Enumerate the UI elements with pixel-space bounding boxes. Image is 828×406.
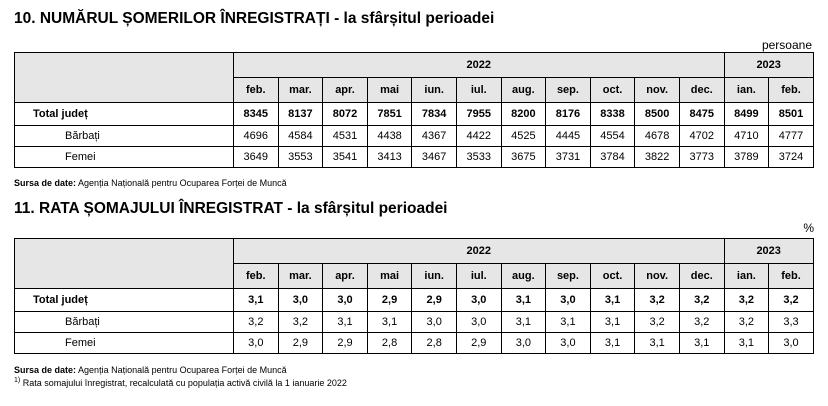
month-header: aug. (501, 78, 546, 103)
row-label: Total județ (15, 103, 234, 126)
table-cell: 2,9 (367, 289, 412, 312)
table-cell: 8137 (278, 103, 323, 126)
month-header: apr. (323, 78, 368, 103)
month-header: ian. (724, 264, 769, 289)
table-cell: 4554 (590, 126, 635, 147)
table-cell: 2,9 (278, 333, 323, 354)
table-cell: 3,1 (367, 312, 412, 333)
table-cell: 4696 (234, 126, 279, 147)
table-cell: 3,0 (546, 289, 591, 312)
table-row-men (15, 312, 814, 333)
table-row-women (15, 147, 814, 168)
unemployed-count-table (14, 52, 814, 168)
month-header: ian. (724, 78, 769, 103)
table-cell: 3,0 (456, 289, 501, 312)
row-label: Femei (15, 147, 234, 168)
table-cell: 3,0 (278, 289, 323, 312)
month-header: mar. (278, 78, 323, 103)
table-cell: 4584 (278, 126, 323, 147)
table-cell: 2,8 (367, 333, 412, 354)
row-label: Bărbați (15, 312, 234, 333)
year-2022-header: 2022 (234, 53, 725, 78)
table-cell: 3541 (323, 147, 368, 168)
section2-footnote (14, 377, 347, 388)
table-cell: 3,2 (679, 312, 724, 333)
table-cell: 3,1 (679, 333, 724, 354)
corner-cell (15, 53, 234, 103)
month-header: dec. (679, 78, 724, 103)
month-header: nov. (635, 264, 680, 289)
month-header: iun. (412, 78, 457, 103)
month-header: mai (367, 264, 412, 289)
table-cell: 3649 (234, 147, 279, 168)
month-header: iul. (456, 78, 501, 103)
month-header: feb. (234, 78, 279, 103)
table-cell: 8501 (769, 103, 814, 126)
table-cell: 8200 (501, 103, 546, 126)
table-cell: 3,2 (635, 289, 680, 312)
month-header: apr. (323, 264, 368, 289)
table-cell: 4438 (367, 126, 412, 147)
table-cell: 3,1 (501, 289, 546, 312)
table-cell: 8338 (590, 103, 635, 126)
table-cell: 3,1 (590, 333, 635, 354)
table-cell: 3,2 (724, 289, 769, 312)
year-2023-header: 2023 (724, 239, 813, 264)
month-header: iul. (456, 264, 501, 289)
table-cell: 2,8 (412, 333, 457, 354)
table-row-total (15, 289, 814, 312)
table-cell: 4531 (323, 126, 368, 147)
table-cell: 3789 (724, 147, 769, 168)
section1-source (14, 178, 287, 188)
table-cell: 3467 (412, 147, 457, 168)
table-cell: 3,1 (546, 312, 591, 333)
table-cell: 4710 (724, 126, 769, 147)
row-label: Bărbați (15, 126, 234, 147)
table-cell: 4525 (501, 126, 546, 147)
footnote-mark: 1) (14, 377, 21, 384)
month-header: oct. (590, 264, 635, 289)
section1-unit: persoane (761, 38, 812, 52)
table-cell: 2,9 (456, 333, 501, 354)
table-cell: 4422 (456, 126, 501, 147)
table-cell: 3,0 (501, 333, 546, 354)
year-header-row (15, 239, 814, 264)
table-cell: 3,0 (412, 312, 457, 333)
corner-cell (15, 239, 234, 289)
table-cell: 3,1 (234, 289, 279, 312)
table-cell: 3,1 (635, 333, 680, 354)
month-header: dec. (679, 264, 724, 289)
table-cell: 3822 (635, 147, 680, 168)
table-cell: 3413 (367, 147, 412, 168)
table-cell: 4445 (546, 126, 591, 147)
table-cell: 3533 (456, 147, 501, 168)
table-row-women (15, 333, 814, 354)
table-cell: 4367 (412, 126, 457, 147)
month-header: aug. (501, 264, 546, 289)
month-header: sep. (546, 264, 591, 289)
section1-title: 10. NUMĂRUL ȘOMERILOR ÎNREGISTRAȚI - la sfârșitul perioadei (14, 10, 495, 27)
month-header: iun. (412, 264, 457, 289)
table-cell: 7834 (412, 103, 457, 126)
table-cell: 8072 (323, 103, 368, 126)
table-cell: 8499 (724, 103, 769, 126)
table-cell: 3675 (501, 147, 546, 168)
table-cell: 3,1 (724, 333, 769, 354)
table-cell: 8500 (635, 103, 680, 126)
footnote-text: Rata somajului înregistrat, recalculată cu populația activă civilă la 1 ianuarie 2022 (22, 378, 347, 388)
table-cell: 4702 (679, 126, 724, 147)
table-cell: 3,1 (590, 312, 635, 333)
table-cell: 4678 (635, 126, 680, 147)
month-header: mai (367, 78, 412, 103)
table-cell: 3,3 (769, 312, 814, 333)
table-cell: 3553 (278, 147, 323, 168)
table-cell: 8475 (679, 103, 724, 126)
table-cell: 3,2 (679, 289, 724, 312)
table-cell: 3,2 (769, 289, 814, 312)
source-label: Sursa de date: (14, 365, 77, 375)
month-header: oct. (590, 78, 635, 103)
table-cell: 3,1 (323, 312, 368, 333)
table-cell: 3731 (546, 147, 591, 168)
source-label: Sursa de date: (14, 178, 77, 188)
table-cell: 3,0 (456, 312, 501, 333)
section2-title: 11. RATA ȘOMAJULUI ÎNREGISTRAT - la sfârșitul perioadei (14, 200, 448, 217)
table-cell: 3,0 (234, 333, 279, 354)
row-label: Femei (15, 333, 234, 354)
table-row-men (15, 126, 814, 147)
table-cell: 3,2 (635, 312, 680, 333)
table-cell: 3,1 (590, 289, 635, 312)
source-text: Agenția Națională pentru Ocuparea Forței de Muncă (78, 365, 287, 375)
month-header: feb. (234, 264, 279, 289)
month-header: sep. (546, 78, 591, 103)
table-cell: 3773 (679, 147, 724, 168)
table-cell: 3,0 (546, 333, 591, 354)
table-cell: 3724 (769, 147, 814, 168)
source-text: Agenția Națională pentru Ocuparea Forței de Muncă (78, 178, 287, 188)
table-cell: 3,1 (501, 312, 546, 333)
table-cell: 2,9 (323, 333, 368, 354)
year-2023-header: 2023 (724, 53, 813, 78)
table-cell: 8345 (234, 103, 279, 126)
year-header-row (15, 53, 814, 78)
table-cell: 8176 (546, 103, 591, 126)
section2-source (14, 365, 287, 375)
table-cell: 7851 (367, 103, 412, 126)
month-header: mar. (278, 264, 323, 289)
month-header: feb. (769, 78, 814, 103)
table-cell: 7955 (456, 103, 501, 126)
table-cell: 3,2 (234, 312, 279, 333)
table-cell: 3784 (590, 147, 635, 168)
table-cell: 3,0 (323, 289, 368, 312)
year-2022-header: 2022 (234, 239, 725, 264)
table-row-total (15, 103, 814, 126)
month-header: feb. (769, 264, 814, 289)
table-cell: 4777 (769, 126, 814, 147)
table-cell: 2,9 (412, 289, 457, 312)
row-label: Total județ (15, 289, 234, 312)
unemployment-rate-table (14, 238, 814, 354)
month-header: nov. (635, 78, 680, 103)
table-cell: 3,2 (724, 312, 769, 333)
table-cell: 3,0 (769, 333, 814, 354)
table-cell: 3,2 (278, 312, 323, 333)
section2-unit: % (803, 221, 814, 235)
